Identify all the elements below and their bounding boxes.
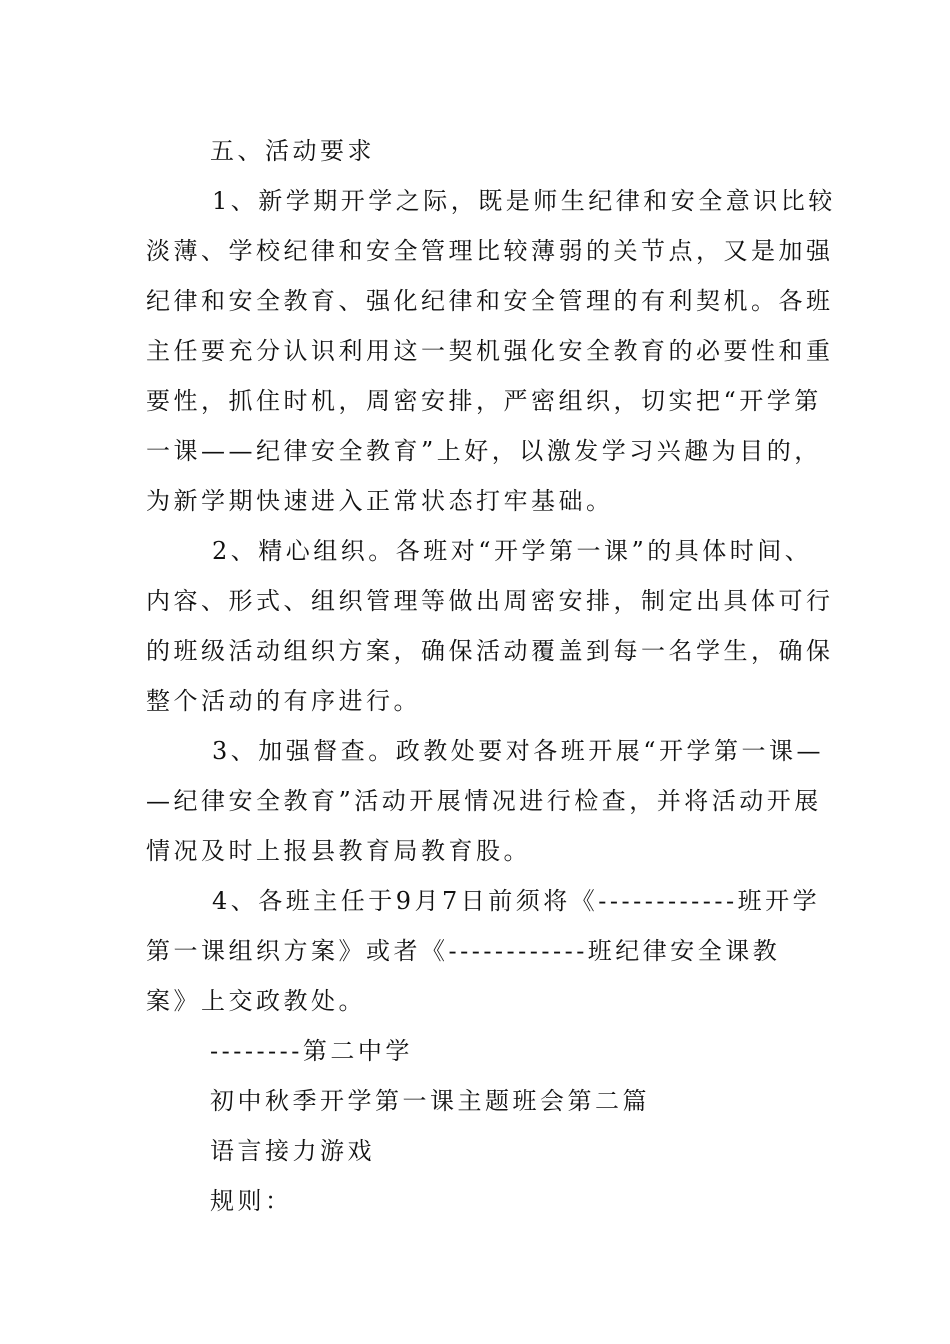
paragraph-line: 淡薄、学校纪律和安全管理比较薄弱的关节点，又是加强 bbox=[146, 237, 834, 265]
paragraph-line: 3、加强督查。政教处要对各班开展“开学第一课— bbox=[212, 737, 825, 765]
paragraph-2 bbox=[146, 526, 834, 726]
paragraph-line: 一课——纪律安全教育”上好，以激发学习兴趣为目的， bbox=[146, 437, 822, 465]
paragraph-line: 案》上交政教处。 bbox=[146, 987, 366, 1015]
paragraph-3 bbox=[146, 726, 825, 876]
paragraph-line: 2、精心组织。各班对“开学第一课”的具体时间、 bbox=[212, 537, 813, 565]
section-title: 初中秋季开学第一课主题班会第二篇 bbox=[210, 1087, 650, 1115]
game-title: 语言接力游戏 bbox=[210, 1137, 375, 1165]
document-body bbox=[146, 126, 836, 1226]
paragraph-line: 要性，抓住时机，周密安排，严密组织，切实把“开学第 bbox=[146, 387, 822, 415]
signature-line: --------第二中学 bbox=[210, 1037, 413, 1065]
paragraph-line: 的班级活动组织方案，确保活动覆盖到每一名学生，确保 bbox=[146, 637, 834, 665]
paragraph-1 bbox=[146, 176, 836, 526]
paragraph-line: 1、新学期开学之际，既是师生纪律和安全意识比较 bbox=[212, 187, 836, 215]
section-heading: 五、活动要求 bbox=[210, 137, 375, 165]
paragraph-line: 纪律和安全教育、强化纪律和安全管理的有利契机。各班 bbox=[146, 287, 834, 315]
paragraph-line: 为新学期快速进入正常状态打牢基础。 bbox=[146, 487, 614, 515]
paragraph-line: 主任要充分认识利用这一契机强化安全教育的必要性和重 bbox=[146, 337, 834, 365]
paragraph-line: 整个活动的有序进行。 bbox=[146, 687, 421, 715]
paragraph-line: 情况及时上报县教育局教育股。 bbox=[146, 837, 531, 865]
paragraph-line: 4、各班主任于9月7日前须将《------------班开学 bbox=[212, 887, 821, 915]
paragraph-line: —纪律安全教育”活动开展情况进行检查，并将活动开展 bbox=[146, 787, 822, 815]
paragraph-4 bbox=[146, 876, 821, 1026]
rules-label: 规则： bbox=[210, 1187, 293, 1215]
paragraph-line: 内容、形式、组织管理等做出周密安排，制定出具体可行 bbox=[146, 587, 834, 615]
paragraph-line: 第一课组织方案》或者《------------班纪律安全课教 bbox=[146, 937, 781, 965]
